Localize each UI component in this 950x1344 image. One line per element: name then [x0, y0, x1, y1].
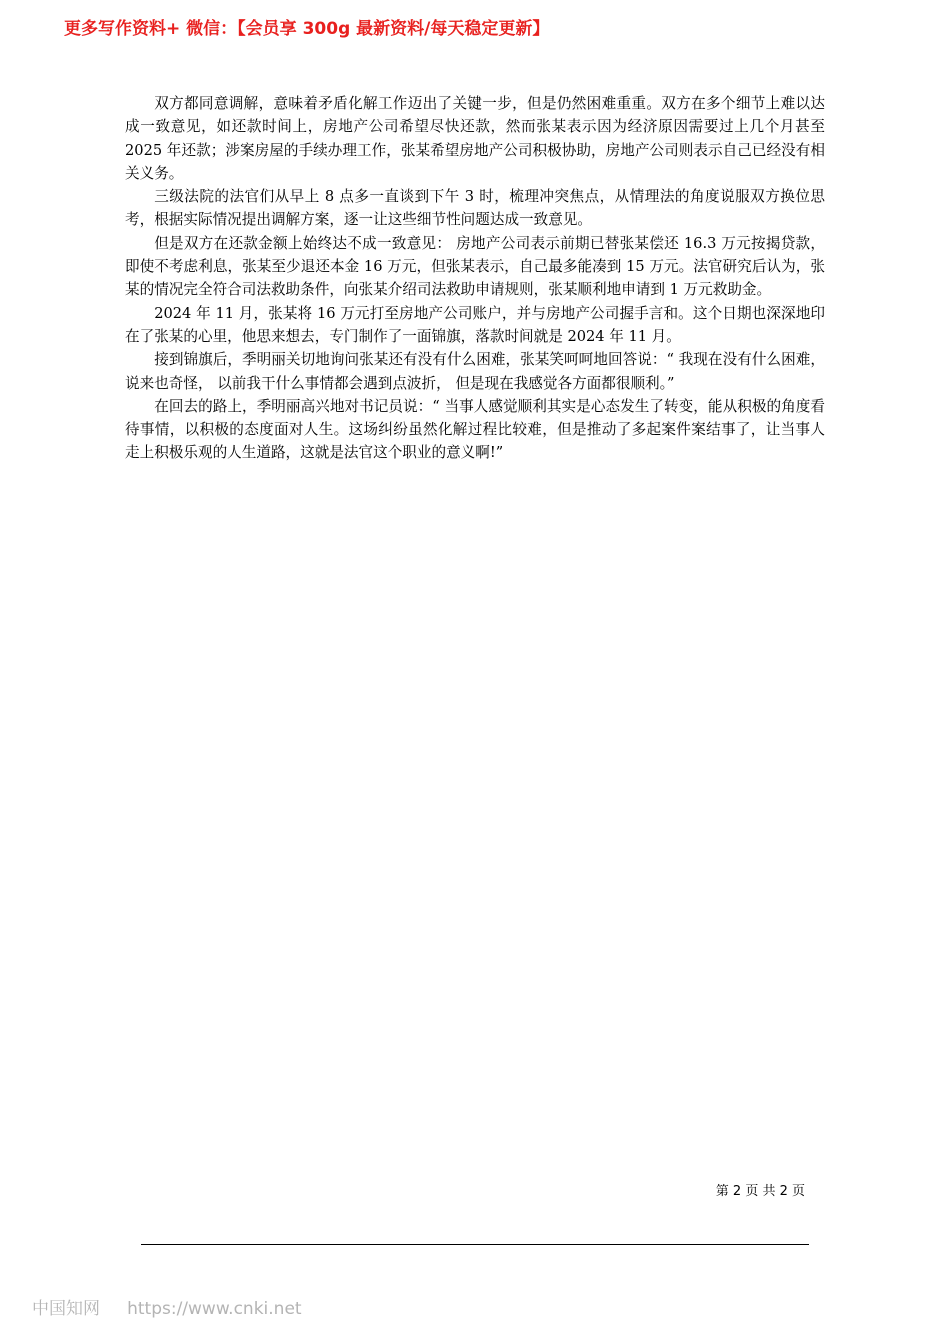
- article-paragraph: 三级法院的法官们从早上 8 点多一直谈到下午 3 时，梳理冲突焦点，从情理法的角度说服双方换位思考，根据实际情况提出调解方案，逐一让这些细节性问题达成一致意见。: [125, 188, 825, 229]
- article-paragraph: 但是双方在还款金额上始终达不成一致意见： 房地产公司表示前期已替张某偿还 16.3 万元按揭贷款，即使不考虑利息，张某至少退还本金 16 万元，但张某表示，自己最多能凑到 15 万元。法官研究后认为，张某的情况完全符合司法救助条件，向张某介绍司法救助申请规则，张某顺利地申请到 1 万元救助金。: [125, 234, 825, 299]
- promo-banner: 更多写作资料+ 微信：【会员享 300g 最新资料/每天稳定更新】: [64, 19, 550, 39]
- watermark-url: https://www.cnki.net: [127, 1299, 302, 1319]
- footer-divider: [141, 1244, 809, 1245]
- article-paragraph: 2024 年 11 月，张某将 16 万元打至房地产公司账户，并与房地产公司握手言和。这个日期也深深地印在了张某的心里，他思来想去，专门制作了一面锦旗，落款时间就是 2024 年 11 月。: [125, 304, 825, 345]
- page-number: 第 2 页 共 2 页: [715, 1184, 805, 1199]
- article-paragraph: 接到锦旗后，季明丽关切地询问张某还有没有什么困难，张某笑呵呵地回答说：“ 我现在没有什么困难， 说来也奇怪， 以前我干什么事情都会遇到点波折， 但是现在我感觉各方面都很顺利。”: [125, 351, 825, 392]
- article-paragraph: 在回去的路上，季明丽高兴地对书记员说：“ 当事人感觉顺利其实是心态发生了转变，能从积极的角度看待事情，以积极的态度面对人生。这场纠纷虽然化解过程比较难，但是推动了多起案件案结事了，让当事人走上积极乐观的人生道路，这就是法官这个职业的意义啊!”: [125, 397, 825, 462]
- watermark-site-name: 中国知网: [32, 1299, 100, 1319]
- watermark: [32, 1294, 302, 1319]
- article-paragraph: 双方都同意调解，意味着矛盾化解工作迈出了关键一步，但是仍然困难重重。双方在多个细节上难以达成一致意见，如还款时间上，房地产公司希望尽快还款，然而张某表示因为经济原因需要过上几个月甚至 2025 年还款；涉案房屋的手续办理工作，张某希望房地产公司积极协助，房地产公司则表示自己已经没有相关义务。: [125, 95, 825, 182]
- article-body: [125, 92, 825, 465]
